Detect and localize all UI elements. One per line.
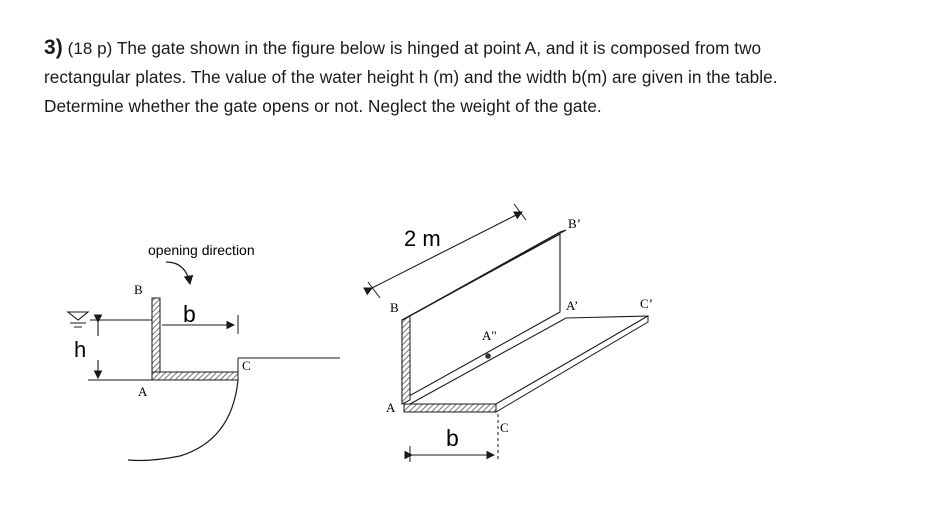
point-c-label: C [500,420,509,435]
horizontal-plate-edge [404,404,496,412]
isometric-figure [368,204,653,462]
point-a-prime-label: A’ [566,298,579,313]
side-view-figure [68,242,340,461]
question-number: 3) [44,36,63,59]
point-a-label: A [386,400,396,415]
problem-line-2: rectangular plates. The value of the water height h (m) and the width b(m) are given in the table. [44,67,778,87]
water-surface-symbol [68,312,88,320]
point-b-label: B [134,282,143,297]
h-label: h [74,337,87,362]
horizontal-plate [152,372,238,380]
point-b-prime-label: B’ [568,216,581,231]
b-width-label: b [446,425,459,451]
vertical-plate [152,298,160,380]
length-label: 2 m [404,226,441,251]
point-c-prime-label: C’ [640,296,653,311]
b-width-label: b [183,301,196,327]
vertical-plate-edge [402,316,410,404]
opening-direction-arrow [166,262,190,284]
problem-line-3: Determine whether the gate opens or not. Neglect the weight of the gate. [44,96,602,116]
point-b-label: B [390,300,399,315]
problem-text-1: The gate shown in the figure below is hinged at point A, and it is composed from two [116,38,762,58]
question-points: (18 p) [67,39,113,58]
opening-direction-label: opening direction [148,242,255,258]
point-a-double-prime-label: A" [482,328,497,343]
point-c-label: C [242,358,251,373]
point-a-label: A [138,384,148,399]
point-a-double-prime [485,353,491,359]
